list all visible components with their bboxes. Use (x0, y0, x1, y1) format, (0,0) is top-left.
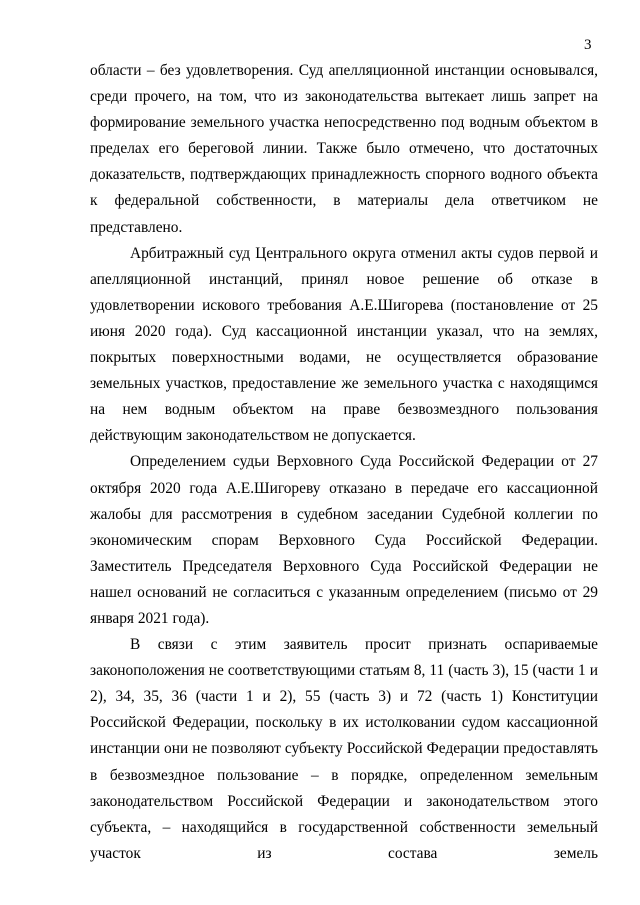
paragraph-4: В связи с этим заявитель просит признать оспариваемые законоположения не соответствующими статьям 8, 11 (часть 3), 15 (части 1 и 2), 34, 35, 36 (части 1 и 2), 55 (часть 3) и 72 (часть 1) Конституции Российской Федерации, поскольку в их истолковании судом кассационной инстанции они не позволяют субъекту Российской Федерации предоставлять в безвозмездное пользование – в порядке, определенном земельным законодательством Российской Федерации и законодательством этого субъекта, – находящийся в государственной собственности земельный участок из состава земель (90, 636, 598, 862)
page-number: 3 (584, 37, 592, 53)
paragraph-3: Определением судьи Верховного Суда Российской Федерации от 27 октября 2020 года А.Е.Шигореву отказано в передаче его кассационной жалобы для рассмотрения в судебном заседании Судебной коллегии по экономическим спорам Верховного Суда Российской Федерации. Заместитель Председателя Верховного Суда Российской Федерации не нашел оснований не согласиться с указанным определением (письмо от 29 января 2021 года). (90, 453, 598, 627)
document-body (90, 58, 598, 867)
paragraph-1: области – без удовлетворения. Суд апелляционной инстанции основывался, среди прочего, на том, что из законодательства вытекает лишь запрет на формирование земельного участка непосредственно под водным объектом в пределах его береговой линии. Также было отмечено, что достаточных доказательств, подтверждающих принадлежность спорного водного объекта к федеральной собственности, в материалы дела ответчиком не представлено. (90, 62, 598, 236)
paragraph-2: Арбитражный суд Центрального округа отменил акты судов первой и апелляционной инстанций, принял новое решение об отказе в удовлетворении искового требования А.Е.Шигорева (постановление от 25 июня 2020 года). Суд кассационной инстанции указал, что на землях, покрытых поверхностными водами, не осуществляется образование земельных участков, предоставление же земельного участка с находящимся на нем водным объектом на праве безвозмездного пользования действующим законодательством не допускается. (90, 244, 598, 445)
